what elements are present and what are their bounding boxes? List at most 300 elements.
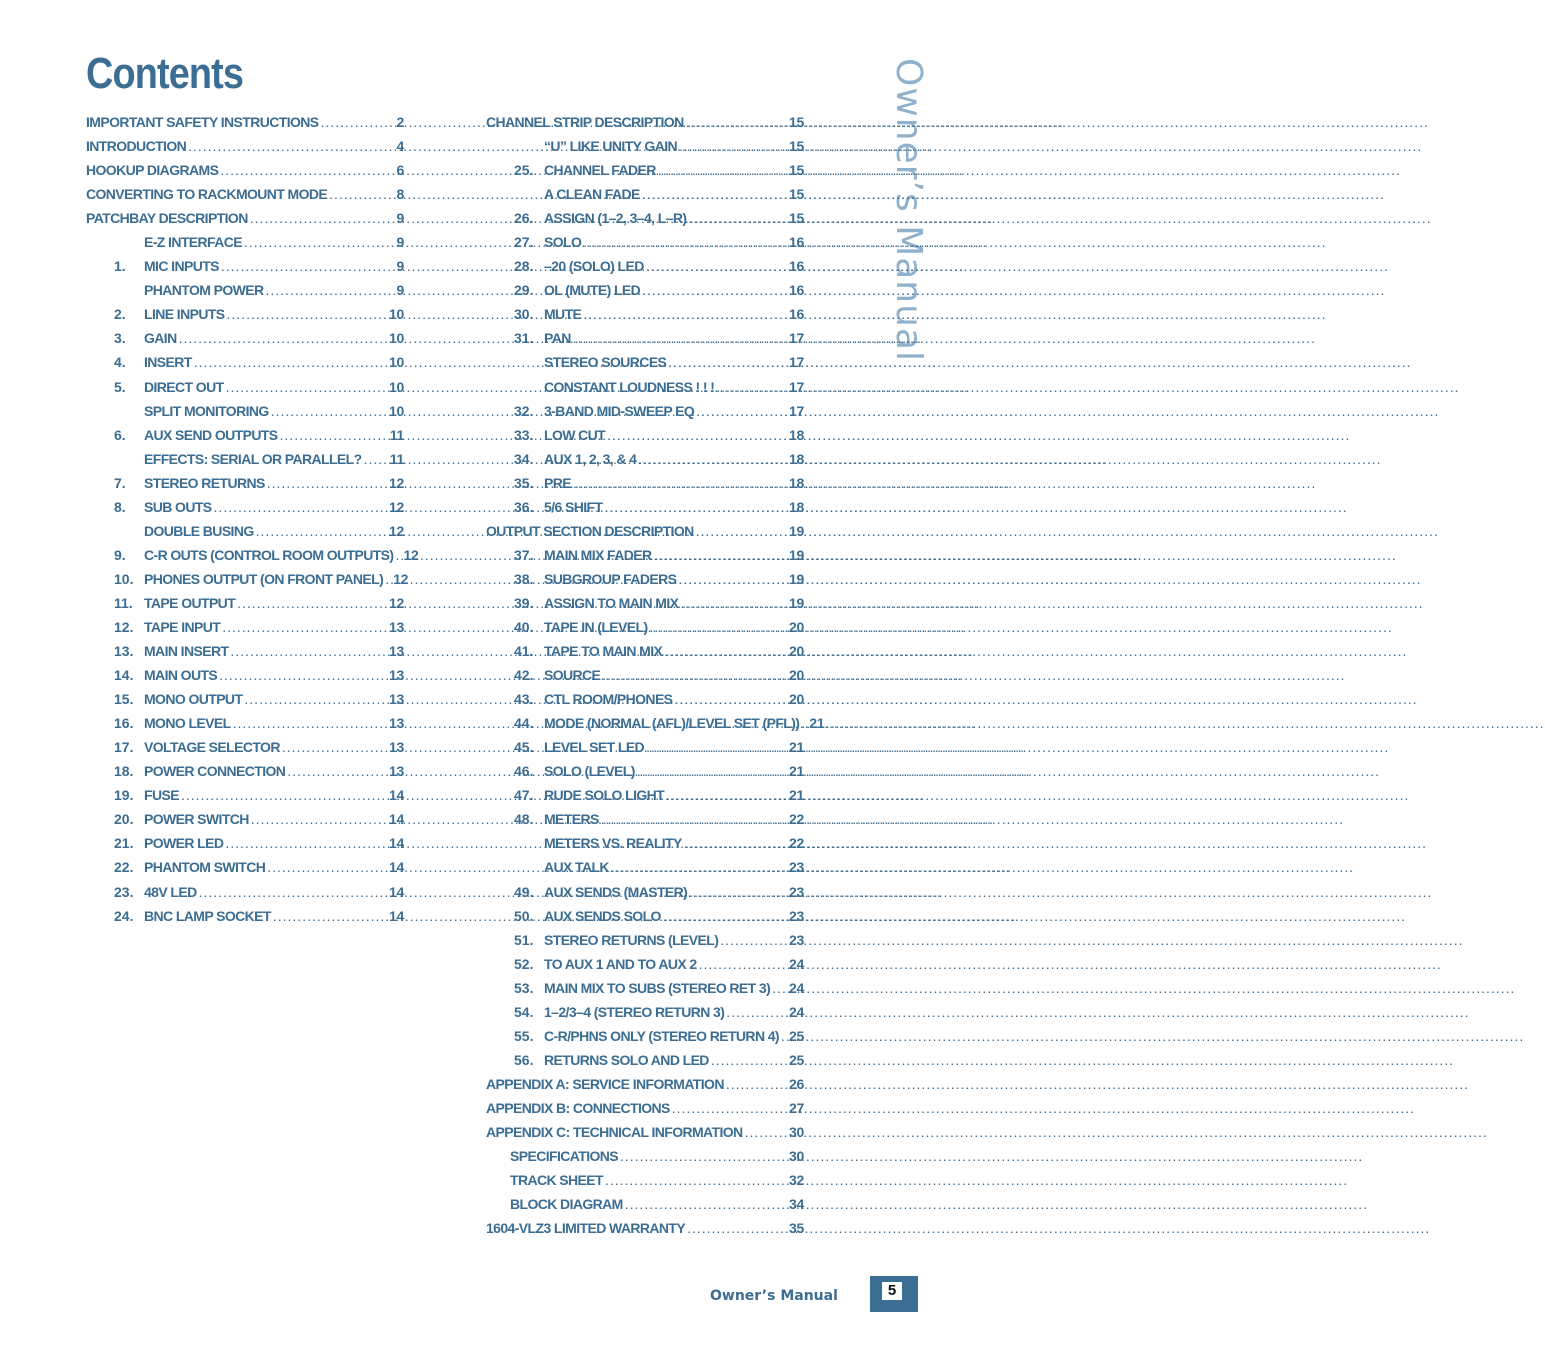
toc-entry-label: LOW CUT	[544, 426, 606, 443]
toc-entry-number: 15.	[114, 691, 134, 708]
toc-entry-number: 33.	[514, 426, 534, 443]
toc-entry-number: 37.	[514, 546, 534, 563]
toc-entry[interactable]	[486, 182, 804, 206]
toc-entry-label: OL (MUTE) LED	[544, 282, 641, 299]
toc-entry[interactable]	[486, 1096, 804, 1120]
toc-leader-dots	[668, 350, 787, 374]
toc-leader-dots	[666, 783, 787, 807]
toc-entry-number: 52.	[514, 955, 534, 972]
toc-entry-number: 5.	[114, 378, 126, 395]
toc-entry-number: 6.	[114, 426, 126, 443]
toc-entry-number: 3.	[114, 330, 126, 347]
toc-entry-number: 19.	[114, 787, 134, 804]
toc-leader-dots	[583, 302, 787, 326]
toc-entry-page: 10	[389, 306, 404, 323]
toc-entry-page: 18	[789, 498, 804, 515]
toc-leader-dots	[625, 1192, 787, 1216]
toc-leader-dots	[287, 759, 387, 783]
toc-entry-number: 13.	[114, 643, 134, 660]
toc-entry-page: 14	[389, 787, 404, 804]
toc-entry[interactable]	[486, 759, 804, 783]
toc-leader-dots	[220, 158, 394, 182]
toc-entry-number: 42.	[514, 667, 534, 684]
toc-entry[interactable]	[486, 158, 804, 182]
toc-leader-dots	[280, 423, 388, 447]
toc-entry-page: 23	[789, 883, 804, 900]
toc-entry-page: 19	[789, 522, 804, 539]
toc-entry-label: IMPORTANT SAFETY INSTRUCTIONS	[86, 114, 319, 130]
toc-leader-dots	[395, 543, 401, 567]
toc-leader-dots	[583, 230, 787, 254]
toc-entry-label: POWER LED	[144, 835, 224, 852]
side-title: Owner’s Manual	[888, 58, 929, 363]
toc-leader-dots	[267, 855, 387, 879]
toc-entry-page: 12	[389, 594, 404, 611]
toc-entry[interactable]	[486, 639, 804, 663]
toc-leader-dots	[271, 399, 387, 423]
toc-entry-number: 18.	[114, 763, 134, 780]
toc-entry-label: STEREO SOURCES	[544, 354, 667, 371]
toc-entry-label: BNC LAMP SOCKET	[144, 907, 271, 924]
toc-entry[interactable]	[86, 855, 404, 879]
toc-entry-number: 27.	[514, 234, 534, 251]
toc-entry-page: 13	[389, 618, 404, 635]
toc-entry-page: 14	[389, 835, 404, 852]
toc-entry-number: 50.	[514, 907, 534, 924]
toc-leader-dots	[230, 639, 387, 663]
toc-entry[interactable]	[486, 1192, 804, 1216]
toc-entry-number: 8.	[114, 498, 126, 515]
toc-entry-label: TAPE INPUT	[144, 618, 221, 635]
toc-entry-number: 34.	[514, 450, 534, 467]
toc-entry-label: SUBGROUP FADERS	[544, 570, 677, 587]
toc-entry-number: 29.	[514, 282, 534, 299]
footer-label: Owner’s Manual	[710, 1288, 838, 1304]
toc-leader-dots	[226, 375, 387, 399]
toc-entry-page: 16	[789, 234, 804, 251]
toc-leader-dots	[664, 639, 787, 663]
toc-entry-label: PRE	[544, 474, 571, 491]
toc-entry-page: 4	[396, 138, 404, 155]
toc-leader-dots	[256, 519, 387, 543]
toc-entry[interactable]	[486, 1048, 804, 1072]
toc-entry-label: RETURNS SOLO AND LED	[544, 1051, 709, 1068]
toc-entry-label: DOUBLE BUSING	[144, 522, 254, 539]
toc-entry-label: E-Z INTERFACE	[144, 234, 242, 251]
toc-entry-label: SPLIT MONITORING	[144, 402, 269, 419]
toc-entry-label: APPENDIX B: CONNECTIONS	[486, 1099, 670, 1116]
toc-entry-page: 10	[389, 378, 404, 395]
toc-leader-dots	[221, 254, 395, 278]
toc-entry-page: 35	[789, 1220, 804, 1237]
toc-entry[interactable]	[86, 687, 404, 711]
toc-entry-page: 18	[789, 450, 804, 467]
toc-entry-page: 10	[389, 354, 404, 371]
toc-entry-page: 16	[789, 306, 804, 323]
toc-entry-label: “U” LIKE UNITY GAIN	[544, 138, 678, 155]
toc-leader-dots	[663, 904, 787, 928]
toc-entry-page: 14	[389, 811, 404, 828]
toc-entry-number: 14.	[114, 667, 134, 684]
toc-entry-page: 12	[403, 546, 419, 563]
toc-entry-page: 15	[789, 186, 804, 203]
toc-entry[interactable]	[486, 807, 804, 831]
toc-entry[interactable]	[486, 1168, 804, 1192]
toc-entry-page: 24	[789, 979, 804, 996]
toc-entry-label: RUDE SOLO LIGHT	[544, 787, 665, 804]
toc-leader-dots	[250, 206, 395, 230]
toc-entry-label: OUTPUT SECTION DESCRIPTION	[486, 522, 694, 539]
toc-entry[interactable]	[86, 350, 404, 374]
toc-entry[interactable]	[86, 158, 404, 182]
page-number: 5	[882, 1282, 902, 1300]
toc-entry[interactable]	[486, 880, 804, 904]
toc-entry[interactable]	[486, 230, 804, 254]
toc-leader-dots	[646, 254, 787, 278]
toc-entry[interactable]	[486, 1144, 804, 1168]
toc-entry[interactable]	[86, 711, 404, 735]
toc-leader-dots	[605, 1168, 787, 1192]
toc-entry-label: CONSTANT LOUDNESS ! ! !	[544, 378, 715, 395]
toc-entry-page: 13	[389, 691, 404, 708]
toc-entry-page: 21	[789, 763, 804, 780]
toc-entry-number: 26.	[514, 210, 534, 227]
toc-entry[interactable]	[486, 928, 804, 952]
toc-entry-label: PHONES OUTPUT (ON FRONT PANEL)	[144, 570, 384, 587]
toc-entry-label: MAIN OUTS	[144, 667, 218, 684]
toc-entry[interactable]	[486, 687, 804, 711]
toc-leader-dots	[222, 615, 387, 639]
toc-entry[interactable]	[486, 543, 804, 567]
toc-leader-dots	[573, 471, 787, 495]
toc-entry-label: CTL ROOM/PHONES	[544, 691, 673, 708]
toc-leader-dots	[638, 447, 787, 471]
toc-entry-page: 23	[789, 859, 804, 876]
toc-entry[interactable]	[86, 134, 404, 158]
toc-leader-dots	[219, 663, 387, 687]
toc-entry-label: C-R/PHNS ONLY (STEREO RETURN 4)	[544, 1027, 779, 1044]
toc-leader-dots	[801, 711, 807, 735]
toc-leader-dots	[266, 278, 395, 302]
toc-entry-number: 4.	[114, 354, 126, 371]
toc-entry[interactable]	[486, 952, 804, 976]
toc-entry-number: 7.	[114, 474, 126, 491]
toc-entry[interactable]	[486, 254, 804, 278]
toc-entry[interactable]	[86, 783, 404, 807]
toc-entry-page: 12	[389, 522, 404, 539]
toc-entry-label: DIRECT OUT	[144, 378, 224, 395]
toc-leader-dots	[672, 1096, 787, 1120]
toc-entry-page: 21	[809, 715, 825, 732]
toc-entry-page: 8	[396, 186, 404, 203]
toc-entry[interactable]	[86, 807, 404, 831]
toc-leader-dots	[237, 591, 387, 615]
toc-entry[interactable]	[86, 904, 404, 928]
toc-entry[interactable]	[86, 543, 419, 567]
toc-leader-dots	[745, 1120, 787, 1144]
toc-leader-dots	[679, 134, 787, 158]
toc-entry-label: PAN	[544, 330, 571, 347]
toc-entry[interactable]	[486, 904, 804, 928]
toc-entry-label: MAIN MIX TO SUBS (STEREO RET 3)	[544, 979, 771, 996]
toc-entry[interactable]	[86, 639, 404, 663]
toc-leader-dots	[604, 495, 787, 519]
toc-entry-number: 40.	[514, 618, 534, 635]
toc-leader-dots	[678, 567, 787, 591]
toc-entry-label: GAIN	[144, 330, 177, 347]
toc-entry-page: 19	[789, 546, 804, 563]
toc-entry-label: METERS VS. REALITY	[544, 835, 682, 852]
toc-entry-page: 13	[389, 739, 404, 756]
toc-entry[interactable]	[486, 831, 804, 855]
toc-leader-dots	[680, 591, 787, 615]
toc-entry-number: 12.	[114, 618, 134, 635]
toc-entry-page: 2	[396, 114, 404, 130]
toc-entry-number: 45.	[514, 739, 534, 756]
toc-entry[interactable]	[486, 976, 804, 1000]
toc-entry-label: MAIN INSERT	[144, 643, 229, 660]
toc-entry-page: 32	[789, 1172, 804, 1189]
toc-entry-page: 17	[789, 330, 804, 347]
toc-entry[interactable]	[486, 326, 804, 350]
toc-entry[interactable]	[486, 663, 804, 687]
toc-entry-page: 14	[389, 859, 404, 876]
toc-entry[interactable]	[486, 567, 804, 591]
toc-entry[interactable]	[86, 278, 404, 302]
toc-leader-dots	[646, 735, 787, 759]
toc-entry-label: CHANNEL FADER	[544, 162, 656, 179]
toc-entry[interactable]	[486, 399, 804, 423]
toc-entry-page: 22	[789, 835, 804, 852]
toc-leader-dots	[620, 1144, 787, 1168]
toc-leader-dots	[601, 807, 787, 831]
toc-entry-number: 36.	[514, 498, 534, 515]
toc-entry[interactable]	[86, 182, 404, 206]
toc-entry-label: ASSIGN TO MAIN MIX	[544, 594, 679, 611]
toc-leader-dots	[199, 880, 387, 904]
toc-entry-page: 10	[389, 330, 404, 347]
toc-entry[interactable]	[86, 206, 404, 230]
toc-entry[interactable]	[86, 110, 404, 134]
toc-entry-label: INTRODUCTION	[86, 138, 187, 155]
toc-entry-label: SUB OUTS	[144, 498, 212, 515]
toc-entry[interactable]	[486, 206, 804, 230]
toc-entry[interactable]	[86, 375, 404, 399]
toc-entry-number: 39.	[514, 594, 534, 611]
toc-entry-page: 9	[396, 282, 404, 299]
toc-leader-dots	[364, 447, 388, 471]
toc-leader-dots	[726, 1072, 787, 1096]
toc-entry[interactable]	[486, 855, 804, 879]
toc-entry-page: 15	[789, 138, 804, 155]
toc-entry-page: 23	[789, 907, 804, 924]
toc-entry[interactable]	[86, 519, 404, 543]
toc-entry-label: PATCHBAY DESCRIPTION	[86, 210, 248, 227]
toc-entry-label: APPENDIX C: TECHNICAL INFORMATION	[486, 1123, 743, 1140]
toc-entry[interactable]	[86, 591, 404, 615]
toc-entry-page: 17	[789, 354, 804, 371]
toc-entry-page: 18	[789, 426, 804, 443]
toc-entry-number: 2.	[114, 306, 126, 323]
toc-entry[interactable]	[486, 711, 825, 735]
toc-entry[interactable]	[486, 1024, 804, 1048]
toc-leader-dots	[273, 904, 387, 928]
toc-entry-label: AUX 1, 2, 3, & 4	[544, 450, 637, 467]
toc-entry-label: MONO OUTPUT	[144, 691, 243, 708]
toc-entry-label: PHANTOM SWITCH	[144, 859, 266, 876]
toc-entry-page: 20	[789, 667, 804, 684]
toc-entry[interactable]	[86, 495, 404, 519]
toc-entry[interactable]	[86, 423, 404, 447]
toc-entry-label: POWER SWITCH	[144, 811, 249, 828]
toc-entry[interactable]	[86, 399, 404, 423]
toc-leader-dots	[321, 110, 395, 134]
toc-leader-dots	[225, 831, 387, 855]
toc-entry[interactable]	[486, 134, 804, 158]
toc-entry-label: INSERT	[144, 354, 192, 371]
toc-leader-dots	[642, 182, 787, 206]
toc-entry[interactable]	[486, 471, 804, 495]
toc-entry-label: STEREO RETURNS	[144, 474, 265, 491]
toc-entry-page: 13	[389, 715, 404, 732]
toc-entry[interactable]	[86, 471, 404, 495]
toc-entry-page: 20	[789, 691, 804, 708]
toc-entry-number: 17.	[114, 739, 134, 756]
toc-entry[interactable]	[486, 495, 804, 519]
toc-leader-dots	[573, 326, 787, 350]
toc-entry-page: 9	[396, 258, 404, 275]
toc-entry-label: A CLEAN FADE	[544, 186, 640, 203]
toc-leader-dots	[699, 952, 787, 976]
toc-entry-label: TO AUX 1 AND TO AUX 2	[544, 955, 697, 972]
toc-entry-page: 19	[789, 570, 804, 587]
toc-entry[interactable]	[486, 302, 804, 326]
toc-entry[interactable]	[486, 447, 804, 471]
toc-entry-page: 17	[789, 402, 804, 419]
toc-entry[interactable]	[86, 567, 409, 591]
toc-entry-number: 30.	[514, 306, 534, 323]
toc-leader-dots	[696, 519, 787, 543]
toc-entry[interactable]	[486, 375, 804, 399]
toc-entry[interactable]	[486, 1216, 804, 1240]
toc-entry[interactable]	[486, 735, 804, 759]
toc-entry-number: 1.	[114, 258, 126, 275]
toc-leader-dots	[654, 543, 788, 567]
toc-leader-dots	[689, 880, 787, 904]
toc-leader-dots	[227, 302, 387, 326]
toc-entry[interactable]	[486, 591, 804, 615]
page-number-box	[870, 1276, 918, 1312]
toc-entry[interactable]	[86, 831, 404, 855]
toc-entry-page: 15	[789, 114, 804, 130]
toc-entry[interactable]	[486, 1072, 804, 1096]
toc-entry-label: MAIN MIX FADER	[544, 546, 652, 563]
toc-entry[interactable]	[86, 302, 404, 326]
toc-entry-label: POWER CONNECTION	[144, 763, 286, 780]
toc-entry-label: APPENDIX A: SERVICE INFORMATION	[486, 1075, 724, 1092]
toc-entry[interactable]	[486, 110, 804, 134]
toc-entry[interactable]	[86, 230, 404, 254]
toc-entry-label: CHANNEL STRIP DESCRIPTION	[486, 114, 684, 130]
toc-entry[interactable]	[486, 1120, 804, 1144]
toc-entry-label: LINE INPUTS	[144, 306, 225, 323]
toc-entry-number: 11.	[114, 594, 133, 611]
toc-entry-page: 26	[789, 1075, 804, 1092]
toc-entry-label: TRACK SHEET	[510, 1172, 603, 1189]
toc-entry-page: 20	[789, 618, 804, 635]
toc-entry-label: 48V LED	[144, 883, 197, 900]
toc-entry-page: 27	[789, 1099, 804, 1116]
toc-entry-page: 23	[789, 931, 804, 948]
toc-entry-page: 14	[389, 883, 404, 900]
toc-entry-label: MUTE	[544, 306, 582, 323]
toc-entry[interactable]	[86, 447, 404, 471]
toc-entry-label: BLOCK DIAGRAM	[510, 1196, 623, 1213]
toc-entry-label: TAPE IN (LEVEL)	[544, 618, 648, 635]
toc-leader-dots	[720, 928, 787, 952]
toc-entry-number: 56.	[514, 1051, 534, 1068]
toc-entry-number: 35.	[514, 474, 534, 491]
toc-entry-number: 32.	[514, 402, 534, 419]
toc-entry[interactable]	[486, 519, 804, 543]
toc-entry[interactable]	[86, 254, 404, 278]
toc-entry-number: 44.	[514, 715, 534, 732]
toc-entry-label: VOLTAGE SELECTOR	[144, 739, 280, 756]
toc-entry[interactable]	[486, 278, 804, 302]
toc-entry-page: 24	[789, 955, 804, 972]
toc-entry-label: SOURCE	[544, 667, 601, 684]
toc-leader-dots	[194, 350, 387, 374]
toc-entry-page: 12	[389, 498, 404, 515]
toc-leader-dots	[188, 134, 394, 158]
toc-leader-dots	[233, 711, 387, 735]
toc-entry[interactable]	[486, 423, 804, 447]
toc-entry[interactable]	[486, 783, 804, 807]
toc-entry-page: 21	[789, 739, 804, 756]
toc-entry[interactable]	[86, 759, 404, 783]
toc-entry-page: 13	[389, 643, 404, 660]
toc-entry-label: AUX TALK	[544, 859, 609, 876]
toc-entry-label: TAPE OUTPUT	[144, 594, 236, 611]
toc-entry[interactable]	[86, 663, 404, 687]
toc-entry[interactable]	[86, 880, 404, 904]
toc-entry-label: ASSIGN (1–2, 3–4, L–R)	[544, 210, 687, 227]
toc-entry-page: 25	[789, 1027, 804, 1044]
toc-entry-page: 18	[789, 474, 804, 491]
toc-entry[interactable]	[86, 615, 404, 639]
toc-entry-label: MONO LEVEL	[144, 715, 231, 732]
toc-entry-label: FUSE	[144, 787, 179, 804]
toc-entry[interactable]	[486, 1000, 804, 1024]
toc-entry-label: TAPE TO MAIN MIX	[544, 643, 663, 660]
toc-entry-page: 17	[789, 378, 804, 395]
page-title: Contents	[86, 49, 244, 98]
toc-left-column	[86, 110, 419, 928]
toc-entry-number: 48.	[514, 811, 534, 828]
toc-entry[interactable]	[86, 326, 404, 350]
toc-entry-label: –20 (SOLO) LED	[544, 258, 644, 275]
toc-leader-dots	[658, 158, 787, 182]
toc-entry-page: 25	[789, 1051, 804, 1068]
toc-entry[interactable]	[486, 350, 804, 374]
toc-entry-page: 21	[789, 787, 804, 804]
toc-leader-dots	[716, 375, 787, 399]
toc-leader-dots	[329, 182, 394, 206]
toc-entry-page: 16	[789, 282, 804, 299]
toc-entry-page: 12	[389, 474, 404, 491]
toc-entry[interactable]	[486, 615, 804, 639]
toc-entry[interactable]	[86, 735, 404, 759]
